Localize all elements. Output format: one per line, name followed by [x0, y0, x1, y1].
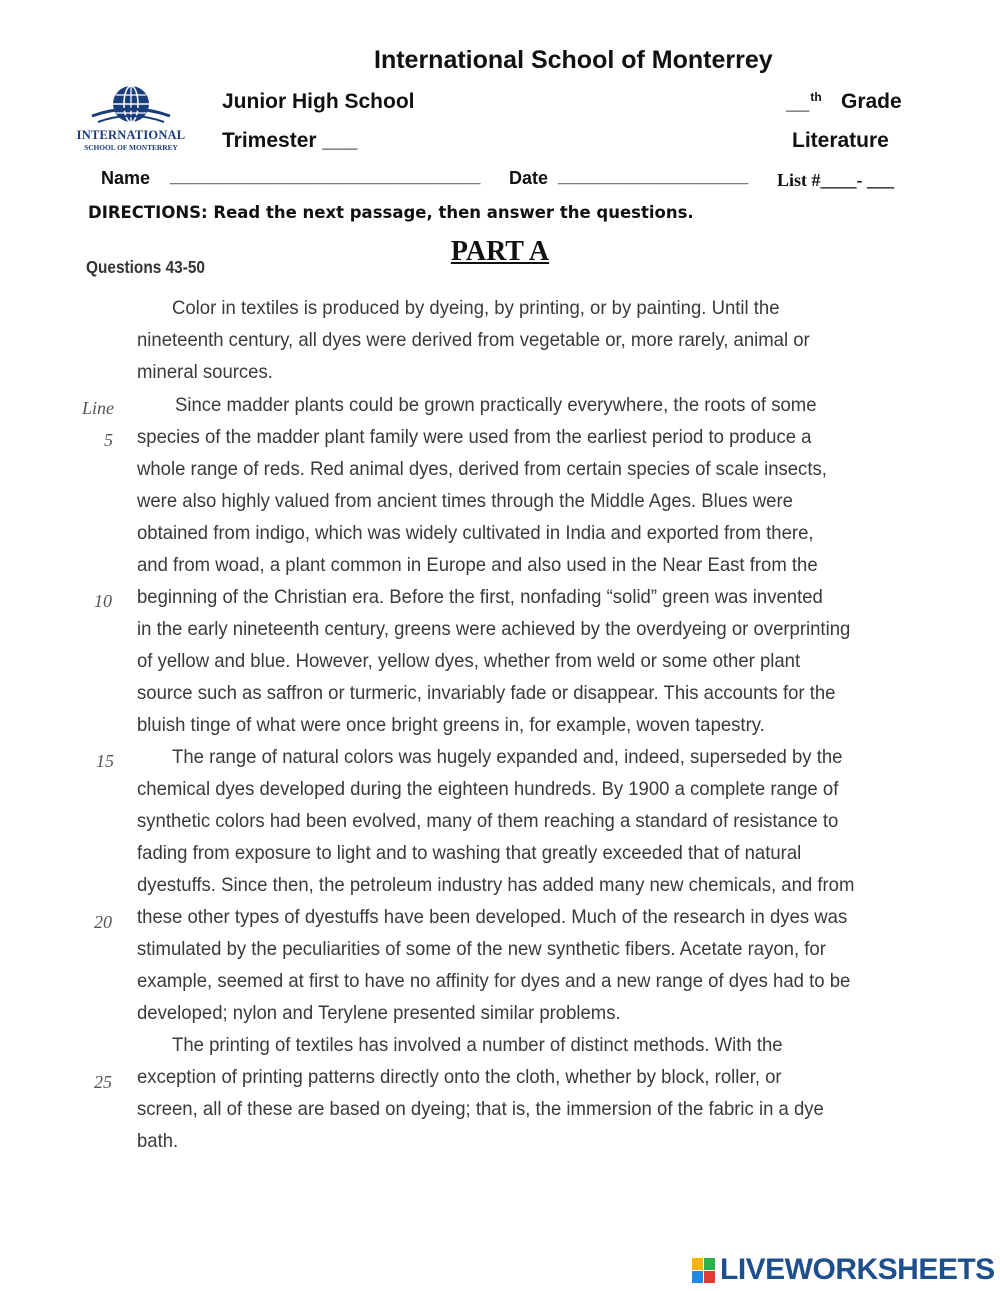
passage-line: The range of natural colors was hugely expanded and, indeed, superseded by the [172, 746, 843, 768]
passage-line: nineteenth century, all dyes were derived from vegetable or, more rarely, animal or [137, 329, 810, 351]
grade-label: Grade [841, 90, 902, 113]
trimester-field: Trimester ___ [222, 129, 358, 152]
passage-line: of yellow and blue. However, yellow dyes, whether from weld or some other plant [137, 650, 801, 672]
passage-line: stimulated by the peculiarities of some of the new synthetic fibers. Acetate rayon, for [137, 938, 826, 960]
part-title: PART A [450, 236, 550, 267]
division-label: Junior High School [222, 90, 415, 113]
grade-field [786, 90, 822, 115]
liveworksheets-blocks-icon [692, 1258, 716, 1284]
list-number-field[interactable]: List #____- ___ [777, 170, 894, 190]
passage-line: example, seemed at first to have no affinity for dyes and a new range of dyes had to be [137, 970, 851, 992]
passage-line: chemical dyes developed during the eighteen hundreds. By 1900 a complete range of [137, 778, 839, 800]
line-number-10: 10 [94, 591, 112, 611]
school-logo [74, 80, 188, 154]
passage-line: bluish tinge of what were once bright greens in, for example, woven tapestry. [137, 714, 765, 736]
grade-superscript: th [810, 90, 822, 104]
globe-icon [74, 80, 188, 128]
grade-blank: __ [786, 91, 810, 114]
passage-line: mineral sources. [137, 361, 273, 383]
passage-line: these other types of dyestuffs have been developed. Much of the research in dyes was [137, 906, 848, 928]
line-number-15: 15 [96, 751, 114, 771]
passage-line: beginning of the Christian era. Before the first, nonfading “solid” green was invented [137, 586, 823, 608]
questions-label: Questions 43-50 [86, 257, 205, 277]
line-number-25: 25 [94, 1072, 112, 1092]
school-title: International School of Monterrey [374, 46, 773, 74]
subject-label: Literature [792, 129, 889, 152]
line-label: Line [82, 398, 115, 418]
passage-line: screen, all of these are based on dyeing; that is, the immersion of the fabric in a dye [137, 1098, 824, 1120]
passage-line: whole range of reds. Red animal dyes, derived from certain species of scale insects, [137, 458, 827, 480]
date-label: Date [509, 168, 549, 188]
passage-line: dyestuffs. Since then, the petroleum industry has added many new chemicals, and from [137, 874, 855, 896]
passage-line: bath. [137, 1130, 179, 1152]
passage-line: were also highly valued from ancient times through the Middle Ages. Blues were [137, 490, 793, 512]
logo-text-line2: SCHOOL OF MONTERREY [84, 143, 178, 152]
liveworksheets-logo[interactable] [692, 1253, 995, 1289]
directions-text: DIRECTIONS: Read the next passage, then answer the questions. [88, 203, 694, 222]
passage-line: and from woad, a plant common in Europe and also used in the Near East from the [137, 554, 818, 576]
passage-line: exception of printing patterns directly onto the cloth, whether by block, roller, or [137, 1066, 782, 1088]
passage-line: in the early nineteenth century, greens were achieved by the overdyeing or overprinting [137, 618, 851, 640]
passage-line: species of the madder plant family were used from the earliest period to produce a [137, 426, 812, 448]
passage-line: developed; nylon and Terylene presented similar problems. [137, 1002, 621, 1024]
name-input-line[interactable]: _______________________________ [170, 166, 481, 186]
passage-line: source such as saffron or turmeric, invariably fade or disappear. This accounts for the [137, 682, 836, 704]
passage-line: Color in textiles is produced by dyeing, by printing, or by painting. Until the [172, 297, 780, 319]
passage-line: fading from exposure to light and to washing that greatly exceeded that of natural [137, 842, 802, 864]
liveworksheets-brand-text: LIVEWORKSHEETS [720, 1253, 995, 1286]
line-number-5: 5 [104, 430, 113, 450]
logo-text-line1: INTERNATIONAL [76, 128, 186, 142]
passage-line: Since madder plants could be grown practically everywhere, the roots of some [175, 394, 817, 416]
passage-line: synthetic colors had been evolved, many of them reaching a standard of resistance to [137, 810, 839, 832]
passage-line: obtained from indigo, which was widely cultivated in India and exported from there, [137, 522, 814, 544]
date-input-line[interactable]: ___________________ [558, 166, 749, 186]
line-number-20: 20 [94, 912, 112, 932]
name-label: Name [101, 168, 151, 188]
passage-line: The printing of textiles has involved a number of distinct methods. With the [172, 1034, 783, 1056]
